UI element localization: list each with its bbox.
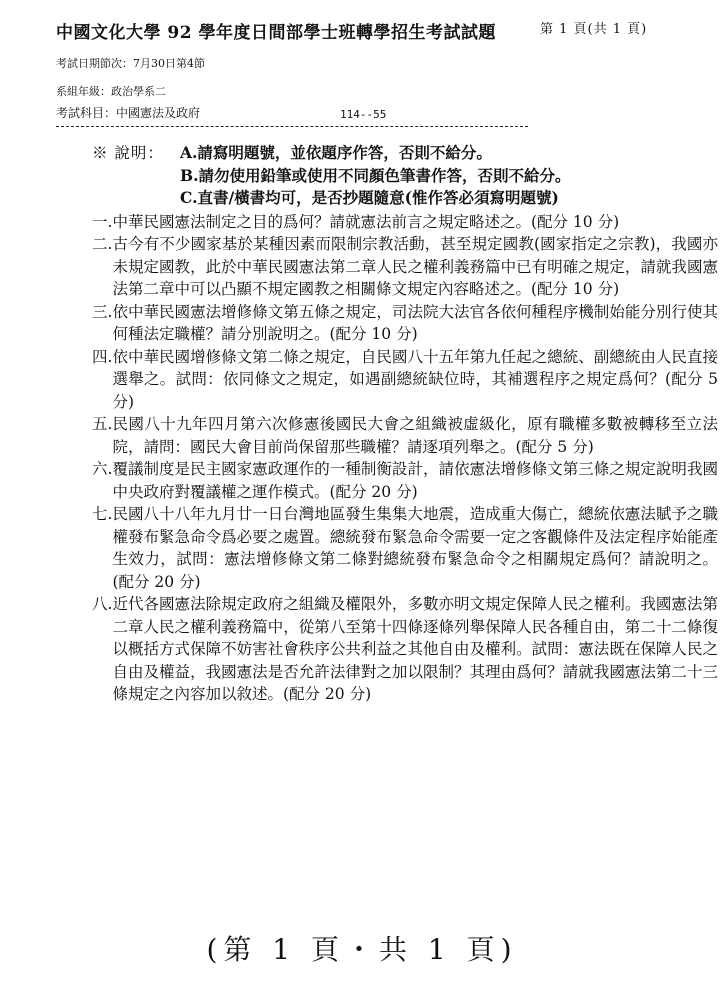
- exam-code: 114--55: [340, 108, 387, 121]
- question-number: 一.: [92, 212, 113, 231]
- question-text: 覆議制度是民主國家憲政運作的一種制衡設計，請依憲法增修條文第三條之規定說明我國中央政府對覆議權之運作模式。(配分 20 分): [112, 460, 718, 501]
- question-text: 古今有不少國家基於某種因素而限制宗教活動，甚至規定國教(國家指定之宗教)，我國亦未規定國教，此於中華民國憲法第二章人民之權利義務篇中已有明確之規定，請就我國憲法第二章中可以凸顯不規定國教之相關條文規定內容略述之。(配分 10 分): [112, 235, 718, 298]
- footer-page-number: (第 1 頁・共 1 頁): [206, 933, 518, 966]
- question-text: 依中華民國增修條文第二條之規定，自民國八十五年第九任起之總統、副總統由人民直接選舉之。試問：依同條文之規定，如遇副總統缺位時，其補選程序之規定爲何？(配分 5 分): [112, 347, 718, 411]
- question-number: 八.: [92, 595, 113, 613]
- question-number: 三.: [92, 302, 113, 321]
- instruction-item: B.請勿使用鉛筆或使用不同顏色筆書作答，否則不給分。: [180, 165, 571, 185]
- question-2: [92, 233, 718, 301]
- instructions-label: ※ 說明：: [92, 144, 164, 162]
- question-number: 四.: [92, 347, 113, 366]
- question-8: [92, 593, 718, 706]
- question-4: [92, 346, 718, 414]
- instructions: [92, 142, 718, 210]
- header-divider: [56, 126, 528, 127]
- question-number: 二.: [92, 235, 113, 253]
- exam-subject: 考試科目：中國憲法及政府: [56, 106, 201, 120]
- question-number: 五.: [92, 415, 113, 433]
- question-7: [92, 503, 718, 593]
- question-text: 近代各國憲法除規定政府之組織及權限外，多數亦明文規定保障人民之權利。我國憲法第二章人民之權利義務篇中，從第八至第十四條逐條列舉保障人民各種自由，第二十二條復以概括方式保障不妨害社會秩序公共利益之其他自由及權利。試問：憲法既在保障人民之自由及權益，我國憲法是否允許法律對之加以限制？其理由爲何？請就我國憲法第二十三條規定之內容加以敘述。(配分 20 分): [112, 595, 718, 703]
- question-1: [92, 211, 718, 234]
- question-number: 六.: [92, 460, 113, 478]
- question-text: 民國八十九年四月第六次修憲後國民大會之組織被虛級化，原有職權多數被轉移至立法院，請問：國民大會目前尚保留那些職權？請逐項列舉之。(配分 5 分): [112, 415, 718, 456]
- question-text: 中華民國憲法制定之目的爲何？請就憲法前言之規定略述之。(配分 10 分): [112, 212, 620, 231]
- department-grade: 系組年級：政治學系二: [56, 85, 166, 98]
- question-6: [92, 458, 718, 503]
- exam-date-session: 考試日期節次：7月30日第4節: [56, 57, 205, 70]
- exam-title: 中國文化大學 92 學年度日間部學士班轉學招生考試試題: [56, 23, 496, 43]
- question-text: 民國八十八年九月廿一日台灣地區發生集集大地震，造成重大傷亡，總統依憲法賦予之職權發布緊急命令爲必要之處置。總統發布緊急命令需要一定之客觀條件及法定程序始能產生效力，試問：憲法增修條文第二條對總統發布緊急命令之相關規定爲何？請說明之。(配分 20 分): [112, 505, 718, 591]
- instruction-item: A.請寫明題號，並依題序作答，否則不給分。: [180, 143, 492, 162]
- question-5: [92, 413, 718, 458]
- instruction-item: C.直書/橫書均可，是否抄題隨意(惟作答必須寫明題號): [180, 188, 559, 207]
- question-3: [92, 301, 718, 346]
- question-number: 七.: [92, 505, 113, 523]
- exam-body: [92, 142, 718, 706]
- question-text: 依中華民國憲法增修條文第五條之規定，司法院大法官各依何種程序機制始能分別行使其何種法定職權？請分別說明之。(配分 10 分): [112, 302, 718, 343]
- page-indicator: 第 1 頁(共 1 頁): [540, 22, 648, 37]
- instructions-list: [180, 142, 718, 210]
